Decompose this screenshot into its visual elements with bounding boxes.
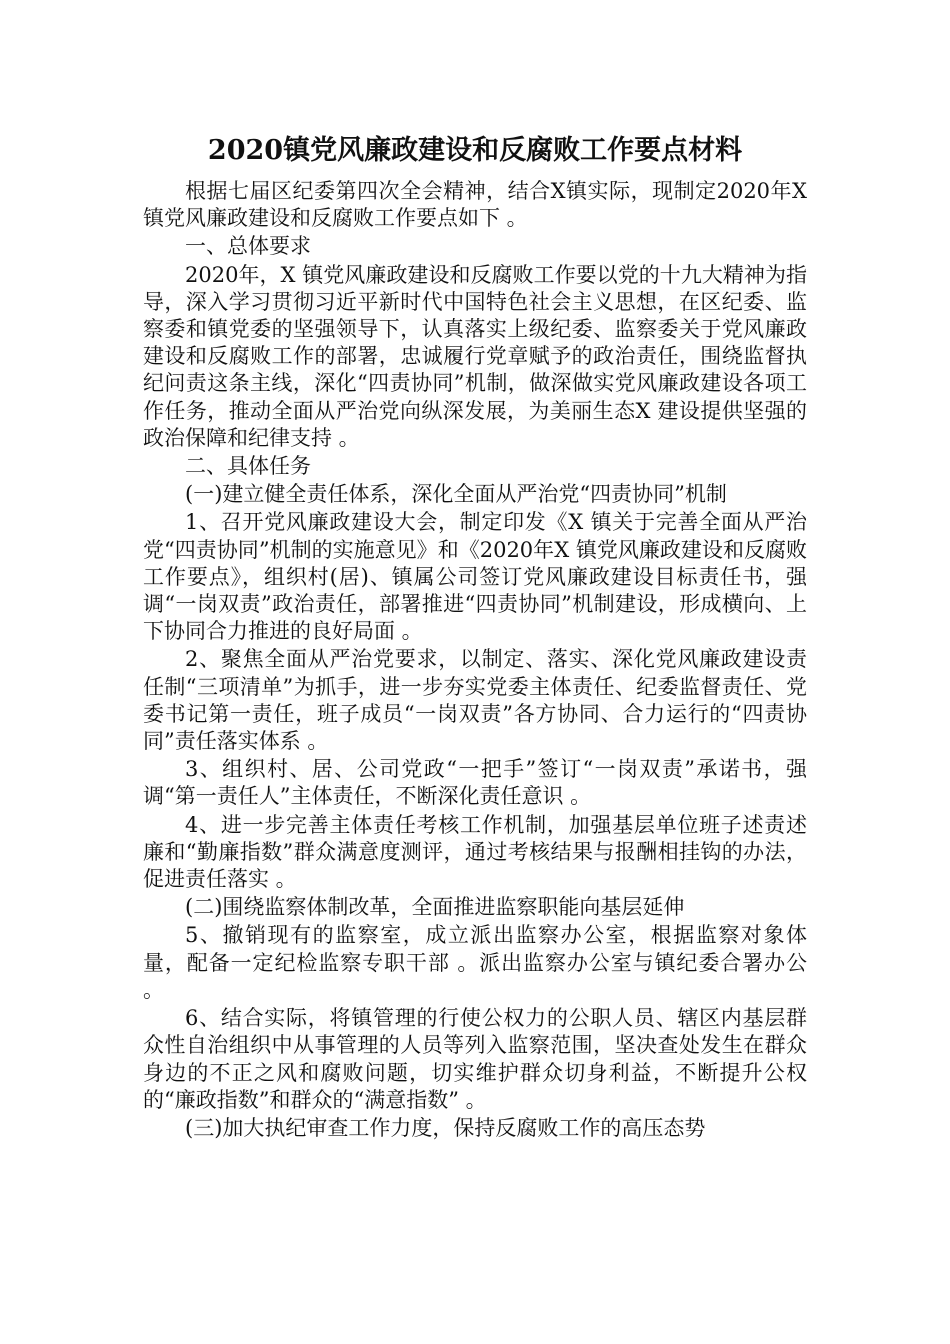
task-item-3: 3、组织村、居、公司党政“一把手”签订“一岗双责”承诺书，强调“第一责任人”主体责任，不断深化责任意识 。 <box>143 757 807 809</box>
section-heading-specific-tasks: 二、具体任务 <box>185 454 311 479</box>
document-title: 2020镇党风廉政建设和反腐败工作要点材料 <box>207 135 743 166</box>
task-item-5: 5、撤销现有的监察室，成立派出监察办公室，根据监察对象体量，配备一定纪检监察专职干部 。派出监察办公室与镇纪委合署办公 。 <box>143 923 807 1002</box>
paragraph-intro: 根据七届区纪委第四次全会精神，结合X镇实际，现制定2020年X镇党风廉政建设和反腐败工作要点如下 。 <box>143 179 807 231</box>
subsection-heading-2: (二)围绕监察体制改革，全面推进监察职能向基层延伸 <box>185 895 685 920</box>
task-item-6: 6、结合实际，将镇管理的行使公权力的公职人员、辖区内基层群众性自治组织中从事管理的人员等列入监察范围，坚决查处发生在群众身边的不正之风和腐败问题，切实维护群众切身利益，不断提升公权的“廉政指数”和群众的“满意指数” 。 <box>143 1006 807 1112</box>
section-heading-overall-requirements: 一、总体要求 <box>185 234 311 259</box>
paragraph-overall: 2020年，X 镇党风廉政建设和反腐败工作要以党的十九大精神为指导，深入学习贯彻习近平新时代中国特色社会主义思想，在区纪委、监察委和镇党委的坚强领导下，认真落实上级纪委、监察委关于党风廉政建设和反腐败工作的部署，忠诚履行党章赋予的政治责任，围绕监督执纪问责这条主线，深化“四责协同”机制，做深做实党风廉政建设各项工作任务，推动全面从严治党向纵深发展，为美丽生态X 建设提供坚强的政治保障和纪律支持 。 <box>143 262 807 450</box>
task-item-2: 2、聚焦全面从严治党要求，以制定、落实、深化党风廉政建设责任制“三项清单”为抓手，进一步夯实党委主体责任、纪委监督责任、党委书记第一责任，班子成员“一岗双责”各方协同、合力运行的“四责协同”责任落实体系 。 <box>143 647 807 754</box>
task-item-4: 4、进一步完善主体责任考核工作机制，加强基层单位班子述责述廉和“勤廉指数”群众满意度测评，通过考核结果与报酬相挂钩的办法，促进责任落实 。 <box>143 812 807 892</box>
subsection-heading-1: (一)建立健全责任体系，深化全面从严治党“四责协同”机制 <box>185 482 727 507</box>
task-item-1: 1、召开党风廉政建设大会，制定印发《X 镇关于完善全面从严治党“四责协同”机制的实施意见》和《2020年X 镇党风廉政建设和反腐败工作要点》，组织村(居)、镇属公司签订党风廉政建设目标责任书，强调“一岗双责”政治责任，部署推进“四责协同”机制建设，形成横向、上下协同合力推进的良好局面 。 <box>143 510 807 644</box>
subsection-heading-3: (三)加大执纪审查工作力度，保持反腐败工作的高压态势 <box>185 1115 706 1140</box>
document-body <box>143 178 807 1143</box>
